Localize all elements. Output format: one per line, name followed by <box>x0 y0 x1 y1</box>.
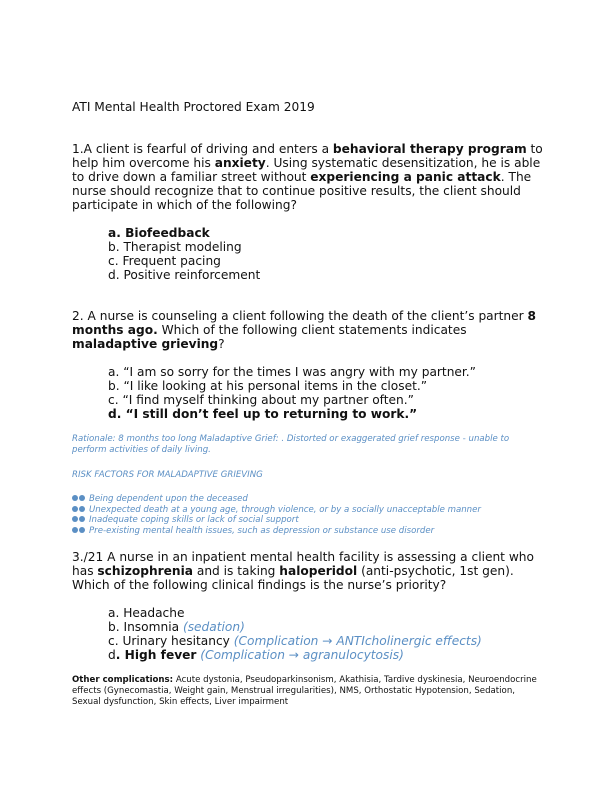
other-complications <box>72 675 542 708</box>
q3-text: 3./21 A nurse in an inpatient mental health facility is assessing a client who has <box>72 550 534 578</box>
q1-bold-term: behavioral therapy program <box>332 142 527 156</box>
q2-text: 2. A nurse is counseling a client following the death of the client’s partner <box>72 309 528 323</box>
q2-option-a: a. “I am so sorry for the times I was angry with my partner.” <box>108 365 476 379</box>
q2-option-d: d. “I still don’t feel up to returning to work.” <box>108 407 418 421</box>
q3-option-c-note: (Complication → ANTIcholinergic effects) <box>233 634 482 648</box>
q1-option-a: a. Biofeedback <box>108 226 210 240</box>
question-2-stem <box>72 309 542 351</box>
question-1-stem <box>72 142 544 212</box>
q3-option-d-note: (Complication → agranulocytosis) <box>196 648 404 662</box>
q1-bold-term: experiencing a panic attack <box>310 170 501 184</box>
q3-bold-term: haloperidol <box>279 564 358 578</box>
risk-factor-item: Inadequate coping skills or lack of social support <box>72 515 299 526</box>
q2-option-c: c. “I find myself thinking about my partner often.” <box>108 393 414 407</box>
q1-option-c: c. Frequent pacing <box>108 254 221 268</box>
risk-factor-item: Unexpected death at a young age, through violence, or by a socially unacceptable manner <box>72 505 481 516</box>
q3-text: (anti-psychotic, 1st gen). Which of the following clinical findings is the nurse’s priority? <box>72 564 514 592</box>
question-3-stem <box>72 550 542 592</box>
q2-bold-term: maladaptive grieving <box>72 337 219 351</box>
q2-option-b: b. “I like looking at his personal items in the closet.” <box>108 379 428 393</box>
q3-option-d: d. High fever (Complication → agranulocytosis) <box>108 648 404 662</box>
q2-text: Which of the following client statements indicates <box>157 323 467 337</box>
bullet-icon <box>72 494 86 504</box>
q1-text: to help him overcome his <box>72 142 543 170</box>
other-complications-label: Other complications: <box>72 675 174 685</box>
rationale-text: Rationale: 8 months too long Maladaptive Grief: . Distorted or exaggerated grief response - unable to perform activities of daily living. <box>72 434 510 455</box>
risk-factors-heading: RISK FACTORS FOR MALADAPTIVE GRIEVING <box>72 470 263 480</box>
other-complications-text: Acute dystonia, Pseudoparkinsonism, Akathisia, Tardive dyskinesia, Neuroendocrine effects (Gynecomastia, Weight gain, Menstrual irregularities), NMS, Orthostatic Hypotension, Sedation, Sexual dysfunction, Skin effects, Liver impairment <box>72 675 537 707</box>
bullet-icon <box>72 505 86 515</box>
q3-text: and is taking <box>192 564 280 578</box>
q2-text: ? <box>218 337 225 351</box>
q3-option-b: b. Insomnia (sedation) <box>108 620 245 634</box>
q1-text: . The nurse should recognize that to continue positive results, the client should participate in which of the following? <box>72 170 532 212</box>
q3-option-b-note: (sedation) <box>182 620 245 634</box>
q3-option-c: c. Urinary hesitancy (Complication → ANTIcholinergic effects) <box>108 634 482 648</box>
q3-bold-term: schizophrenia <box>97 564 193 578</box>
q3-option-a: a. Headache <box>108 606 185 620</box>
q1-text: 1.A client is fearful of driving and enters a <box>72 142 333 156</box>
q1-option-b: b. Therapist modeling <box>108 240 242 254</box>
bullet-icon <box>72 526 86 536</box>
q1-text: . Using systematic desensitization, he is able to drive down a familiar street without <box>72 156 541 184</box>
bullet-icon <box>72 515 86 525</box>
risk-factor-item: Pre-existing mental health issues, such as depression or substance use disorder <box>72 526 434 537</box>
q1-option-d: d. Positive reinforcement <box>108 268 261 282</box>
q2-bold-term: 8 months ago. <box>72 309 537 337</box>
q1-bold-term: anxiety <box>214 156 266 170</box>
risk-factor-item: Being dependent upon the deceased <box>72 494 248 505</box>
document-title: ATI Mental Health Proctored Exam 2019 <box>72 100 315 114</box>
